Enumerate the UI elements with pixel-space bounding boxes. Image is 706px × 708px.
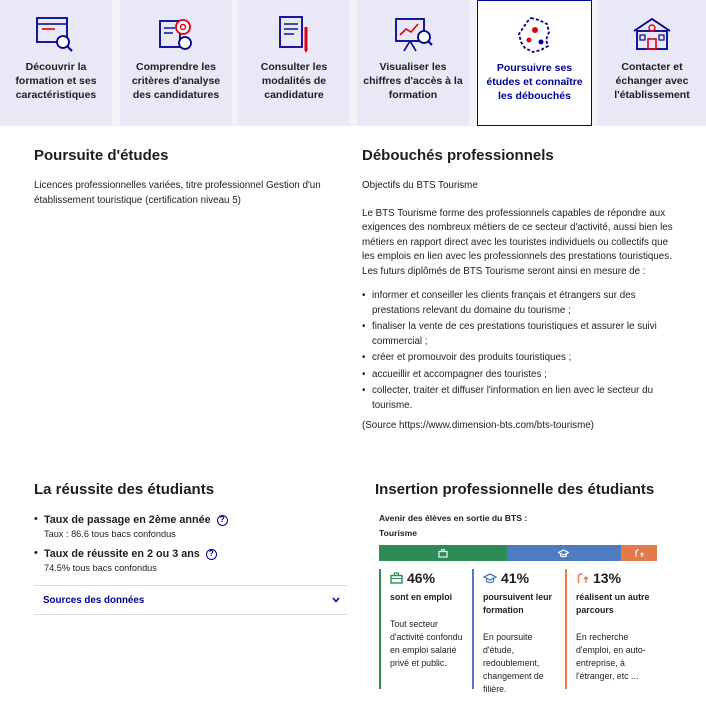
- help-icon[interactable]: ?: [206, 549, 217, 560]
- tab-contacter[interactable]: [598, 0, 706, 126]
- tab-label: Comprendre les critères d'analyse des candidatures: [131, 61, 221, 101]
- tab-label: Contacter et échanger avec l'établissement: [614, 61, 690, 101]
- debouches-objectifs: Objectifs du BTS Tourisme: [362, 180, 478, 191]
- pct-emploi: 46%: [407, 570, 436, 586]
- poursuite-text: Licences professionnelles variées, titre professionnel Gestion d'un établissement touristique (certification niveau 5): [34, 180, 321, 206]
- tab-visualiser[interactable]: [357, 0, 469, 126]
- debouches-list: [362, 289, 680, 413]
- debouches-source: (Source https://www.dimension-bts.com/bts-tourisme): [362, 420, 594, 431]
- insertion-subtitle-line1: Avenir des élèves en sortie du BTS :: [379, 513, 528, 523]
- debouches-title: Débouchés professionnels: [362, 147, 554, 164]
- list-item: • collecter, traiter et diffuser l'information en lien avec le secteur du tourisme.: [362, 384, 680, 413]
- poursuite-title: Poursuite d'études: [34, 147, 169, 164]
- school-building-icon: [630, 12, 674, 56]
- debouches-section: [362, 146, 680, 434]
- pct-etudes: 41%: [501, 570, 530, 586]
- briefcase-icon: [438, 549, 448, 558]
- label-autre: réalisent un autre parcours: [576, 592, 650, 615]
- taux-reussite-title: • Taux de réussite en 2 ou 3 ans: [44, 548, 200, 560]
- reussite-section: [34, 480, 348, 615]
- list-item: [34, 513, 348, 541]
- route-icon: [634, 549, 644, 558]
- insertion-col-autre: [565, 569, 658, 689]
- route-icon: [576, 572, 589, 584]
- list-item: • informer et conseiller les clients français et étrangers sur des prestations relevant du domaine du tourisme ;: [362, 289, 680, 318]
- tab-label: Découvrir la formation et ses caractéristiques: [15, 61, 97, 101]
- label-emploi: sont en emploi: [390, 592, 453, 602]
- list-item: • créer et promouvoir des produits touristiques ;: [362, 351, 680, 366]
- bar-segment-etudes: [507, 545, 621, 561]
- browser-search-icon: [34, 12, 78, 56]
- insertion-subtitle-line2: Tourisme: [379, 528, 418, 538]
- tab-consulter[interactable]: [238, 0, 350, 126]
- tab-comprendre[interactable]: [120, 0, 232, 126]
- desc-etudes: En poursuite d'étude, redoublement, changement de filière.: [483, 632, 544, 694]
- bar-segment-emploi: [379, 545, 507, 561]
- insertion-subtitle: [379, 511, 665, 541]
- list-item: • accueillir et accompagner des touristes ;: [362, 368, 680, 383]
- tab-label: Consulter les modalités de candidature: [260, 61, 328, 101]
- tab-label: Visualiser les chiffres d'accès à la formation: [363, 61, 463, 101]
- label-etudes: poursuivent leur formation: [483, 592, 552, 615]
- document-gear-icon: [154, 12, 198, 56]
- insertion-col-etudes: [472, 569, 565, 694]
- list-item: • finaliser la vente de ces prestations touristiques et assurer le suivi commercial ;: [362, 320, 680, 349]
- tab-poursuivre[interactable]: [477, 0, 592, 126]
- chevron-down-icon: [332, 595, 340, 605]
- tab-decouvrir[interactable]: [0, 0, 112, 126]
- france-map-icon: [513, 13, 557, 57]
- tab-bar: [0, 0, 706, 126]
- reussite-list: [34, 513, 348, 575]
- graduation-cap-icon: [483, 572, 497, 584]
- presentation-chart-icon: [391, 12, 435, 56]
- help-icon[interactable]: ?: [217, 515, 228, 526]
- reussite-title: La réussite des étudiants: [34, 481, 215, 498]
- desc-emploi: Tout secteur d'activité confondu en emploi salarié privé et public.: [390, 619, 463, 668]
- insertion-col-emploi: [379, 569, 472, 689]
- taux-passage-title: • Taux de passage en 2ème année: [44, 514, 211, 526]
- list-item: [34, 547, 348, 575]
- insertion-columns: [379, 569, 665, 694]
- tab-label: Poursuivre ses études et connaître les débouchés: [486, 62, 583, 102]
- insertion-section: [375, 480, 665, 694]
- taux-passage-value: Taux : 86.6 tous bacs confondus: [44, 529, 176, 539]
- sources-accordion[interactable]: [34, 585, 348, 615]
- sources-label: Sources des données: [43, 594, 145, 606]
- debouches-intro: Le BTS Tourisme forme des professionnels capables de répondre aux exigences des nombreux métiers de ce secteur d'activité, aussi bien les métiers en rapport direct avec les touristes individuels ou collectifs que les emplois en lien avec les professionnels des prestations touristiques. Les futurs diplômés de BTS Tourisme seront ainsi en mesure de :: [362, 207, 673, 277]
- insertion-stacked-bar: [379, 545, 657, 561]
- briefcase-icon: [390, 572, 403, 584]
- desc-autre: En recherche d'emploi, en auto-entreprise, à l'étranger, etc ...: [576, 632, 646, 681]
- bar-segment-autre: [621, 545, 657, 561]
- graduation-cap-icon: [558, 549, 569, 558]
- taux-reussite-value: 74.5% tous bacs confondus: [44, 563, 157, 573]
- document-pen-icon: [272, 12, 316, 56]
- insertion-title: Insertion professionnelle des étudiants: [375, 481, 655, 498]
- poursuite-section: [34, 146, 352, 208]
- pct-autre: 13%: [593, 570, 622, 586]
